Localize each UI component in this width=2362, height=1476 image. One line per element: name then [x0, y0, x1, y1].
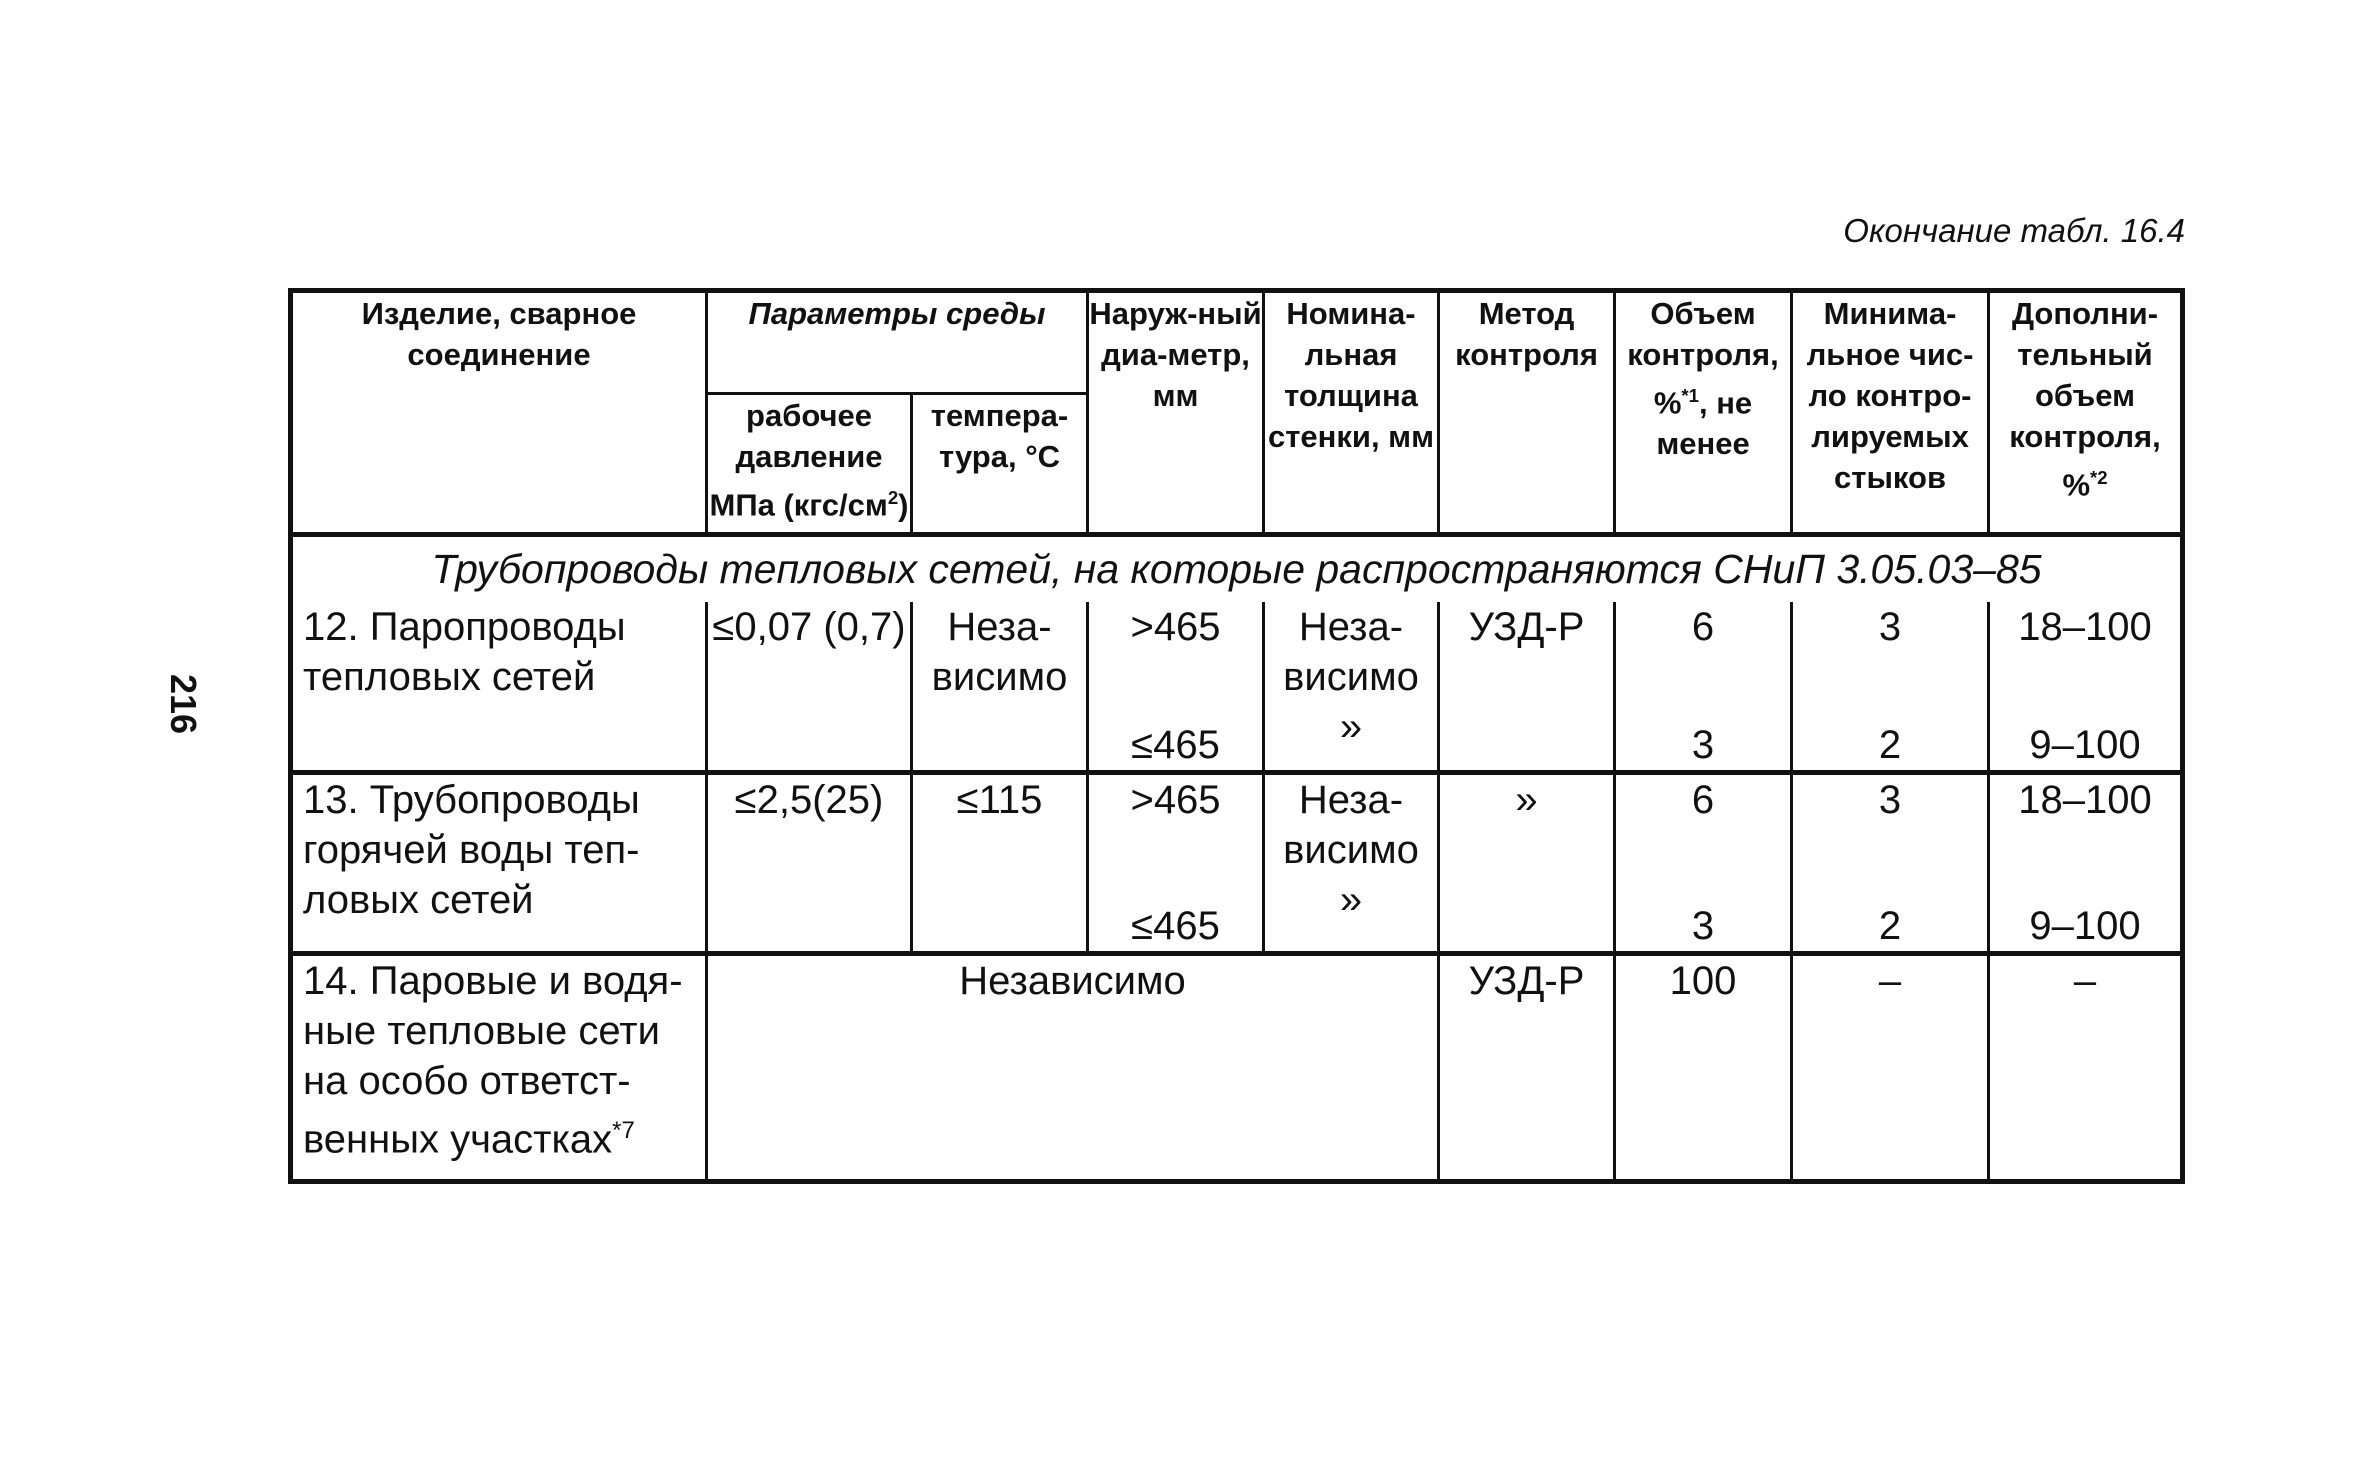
row-pressure: ≤0,07 (0,7): [707, 602, 912, 772]
row-method: УЗД-Р: [1439, 602, 1615, 772]
caption-table-ref: табл. 16.4: [2020, 212, 2185, 249]
page-number: 216: [163, 673, 204, 735]
row-name: 13. Трубопроводы горячей воды теп-ловых сетей: [291, 772, 707, 953]
header-method: Метод контроля: [1439, 291, 1615, 535]
table-row: [291, 954, 2183, 1182]
row-diameter: >465 ≤465: [1088, 602, 1264, 772]
row-min-joints: 3 2: [1792, 602, 1989, 772]
section-title: Трубопроводы тепловых сетей, на которые распространяются СНиП 3.05.03–85: [291, 534, 2183, 602]
row-min-joints: 3 2: [1792, 772, 1989, 953]
row-diameter: >465 ≤465: [1088, 772, 1264, 953]
header-min-joints: Минима-льное чис-ло контро-лируемых стыков: [1792, 291, 1989, 535]
header-extra: Дополни-тельный объем контроля, %$^{*2}$: [1989, 291, 2183, 535]
header-diameter: Наруж-ный диа-метр, мм: [1088, 291, 1264, 535]
table-caption: [1843, 212, 2185, 250]
inspection-table: [288, 288, 2185, 1184]
table-row: [291, 772, 2183, 953]
row-temperature: Неза-висимо: [912, 602, 1088, 772]
row-extra: 18–100 9–100: [1989, 772, 2183, 953]
row-min-joints: –: [1792, 954, 1989, 1182]
row-params-merged: Независимо: [707, 954, 1439, 1182]
header-volume: Объем контроля, %$^{*1}$, не менее: [1615, 291, 1792, 535]
row-name: 12. Паропроводы тепловых сетей: [291, 602, 707, 772]
row-thickness: Неза-висимо »: [1264, 602, 1439, 772]
row-name: 14. Паровые и водя-ные тепловые сети на особо ответст-венных участках$^{*7}$: [291, 954, 707, 1182]
row-temperature: ≤115: [912, 772, 1088, 953]
row-volume: 100: [1615, 954, 1792, 1182]
header-thickness: Номина-льная толщина стенки, мм: [1264, 291, 1439, 535]
header-temperature: темпера-тура, °С: [912, 393, 1088, 534]
row-extra: 18–100 9–100: [1989, 602, 2183, 772]
row-method: »: [1439, 772, 1615, 953]
section-row: [291, 534, 2183, 602]
row-volume: 6 3: [1615, 772, 1792, 953]
row-pressure: ≤2,5(25): [707, 772, 912, 953]
row-volume: 6 3: [1615, 602, 1792, 772]
header-row: [291, 291, 2183, 394]
header-params: Параметры среды: [707, 291, 1088, 394]
row-method: УЗД-Р: [1439, 954, 1615, 1182]
header-pressure: рабочее давление МПа $(кгс/см^2)$: [707, 393, 912, 534]
header-item: Изделие, сварное соединение: [291, 291, 707, 535]
row-thickness: Неза-висимо »: [1264, 772, 1439, 953]
table-row: [291, 602, 2183, 772]
caption-prefix: Окончание: [1843, 212, 2021, 249]
row-extra: –: [1989, 954, 2183, 1182]
